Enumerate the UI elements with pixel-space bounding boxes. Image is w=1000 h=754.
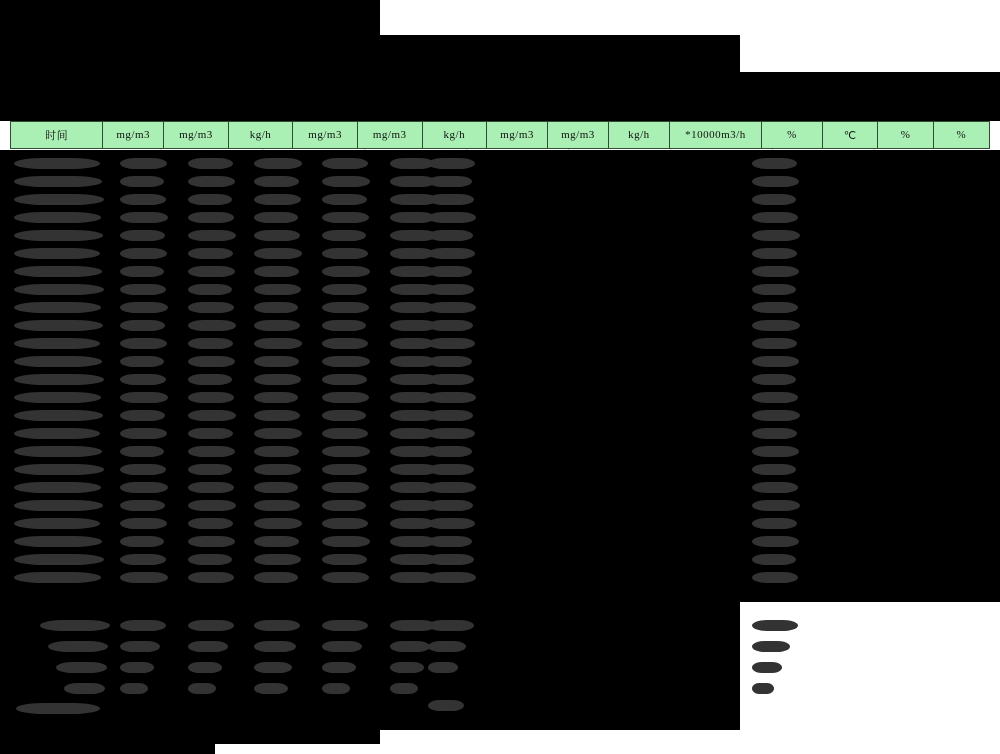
redacted-text-blob: [752, 536, 799, 547]
redacted-text-blob: [14, 158, 100, 169]
redacted-text-blob: [752, 428, 797, 439]
redacted-text-blob: [14, 392, 101, 403]
redacted-text-blob: [752, 641, 790, 652]
redacted-text-blob: [428, 302, 476, 313]
redacted-text-blob: [322, 464, 367, 475]
redacted-text-blob: [120, 620, 166, 631]
redacted-text-blob: [752, 194, 796, 205]
table-header-cell-2: mg/m3: [164, 122, 229, 148]
redacted-text-blob: [188, 338, 233, 349]
redacted-text-blob: [322, 500, 366, 511]
redacted-text-blob: [752, 620, 798, 631]
redacted-text-blob: [428, 428, 475, 439]
redacted-text-blob: [752, 518, 797, 529]
redacted-text-blob: [254, 554, 301, 565]
redacted-text-blob: [428, 446, 472, 457]
redacted-text-blob: [752, 554, 796, 565]
redacted-text-blob: [428, 641, 466, 652]
redacted-text-blob: [428, 482, 476, 493]
redacted-text-blob: [428, 554, 474, 565]
redacted-text-blob: [428, 284, 474, 295]
redacted-text-blob: [120, 518, 167, 529]
redacted-text-blob: [254, 392, 298, 403]
table-header-cell-7: mg/m3: [487, 122, 548, 148]
redacted-text-blob: [254, 158, 302, 169]
redacted-text-blob: [428, 212, 476, 223]
redacted-text-blob: [254, 176, 299, 187]
redacted-text-blob: [254, 620, 300, 631]
redacted-text-blob: [428, 248, 475, 259]
redacted-text-blob: [14, 320, 103, 331]
redacted-text-blob: [120, 410, 165, 421]
redacted-text-blob: [14, 194, 104, 205]
redacted-text-blob: [188, 641, 228, 652]
redacted-text-blob: [48, 641, 108, 652]
redacted-text-blob: [428, 392, 476, 403]
redacted-text-blob: [752, 230, 800, 241]
redacted-text-blob: [254, 194, 301, 205]
redacted-text-blob: [752, 248, 797, 259]
redacted-text-blob: [254, 374, 301, 385]
redacted-text-blob: [752, 266, 799, 277]
redacted-text-blob: [254, 428, 302, 439]
redacted-text-blob: [428, 320, 473, 331]
redacted-text-blob: [752, 500, 800, 511]
redacted-text-blob: [14, 176, 102, 187]
redacted-text-blob: [752, 212, 798, 223]
redacted-text-blob: [254, 320, 300, 331]
table-header-cell-0: 时间: [11, 122, 103, 148]
redacted-text-blob: [428, 158, 475, 169]
redacted-text-blob: [14, 302, 101, 313]
redacted-text-blob: [322, 518, 368, 529]
redacted-text-blob: [188, 320, 236, 331]
table-header-cell-1: mg/m3: [103, 122, 164, 148]
redacted-text-blob: [14, 446, 102, 457]
redacted-text-blob: [428, 700, 464, 711]
redacted-text-blob: [752, 302, 798, 313]
redacted-text-blob: [14, 410, 103, 421]
redacted-text-blob: [120, 500, 165, 511]
redaction-plate-top-right: [740, 72, 1000, 121]
redacted-text-blob: [428, 536, 472, 547]
redacted-text-blob: [322, 620, 368, 631]
redacted-text-blob: [188, 464, 232, 475]
table-header-cell-3: kg/h: [229, 122, 294, 148]
redacted-text-blob: [120, 572, 168, 583]
redacted-text-blob: [188, 158, 233, 169]
redacted-text-blob: [254, 572, 298, 583]
redacted-text-blob: [188, 446, 235, 457]
redacted-text-blob: [188, 266, 235, 277]
redacted-text-blob: [254, 284, 301, 295]
redacted-text-blob: [14, 338, 100, 349]
redacted-text-blob: [752, 284, 796, 295]
table-header-cell-12: ℃: [823, 122, 878, 148]
redacted-text-blob: [428, 194, 474, 205]
redacted-text-blob: [428, 662, 458, 673]
redacted-text-blob: [254, 248, 302, 259]
redacted-text-blob: [188, 683, 216, 694]
redacted-text-blob: [322, 284, 367, 295]
redacted-text-blob: [752, 482, 798, 493]
redacted-text-blob: [254, 302, 298, 313]
redacted-text-blob: [752, 320, 800, 331]
redaction-plate-top-left: [0, 0, 380, 121]
redacted-text-blob: [390, 641, 430, 652]
redacted-text-blob: [120, 176, 164, 187]
redacted-text-blob: [254, 338, 302, 349]
redacted-text-blob: [56, 662, 107, 673]
table-header-cell-14: %: [956, 129, 967, 141]
redacted-text-blob: [390, 683, 418, 694]
redacted-text-blob: [322, 266, 370, 277]
redacted-text-blob: [254, 482, 298, 493]
redacted-text-blob: [322, 482, 369, 493]
redacted-text-blob: [120, 266, 164, 277]
redacted-text-blob: [188, 518, 233, 529]
redacted-text-blob: [188, 482, 234, 493]
redacted-text-blob: [752, 464, 796, 475]
table-header-cell-4: mg/m3: [293, 122, 358, 148]
table-header-row: [10, 121, 990, 149]
redacted-text-blob: [14, 374, 104, 385]
redacted-text-blob: [14, 248, 100, 259]
redacted-text-blob: [188, 392, 234, 403]
redacted-text-blob: [752, 356, 799, 367]
redacted-text-blob: [254, 446, 299, 457]
redacted-text-blob: [322, 230, 366, 241]
redacted-text-blob: [14, 212, 101, 223]
redacted-text-blob: [322, 374, 367, 385]
redacted-text-blob: [254, 500, 300, 511]
redacted-text-blob: [16, 703, 100, 714]
redacted-text-blob: [120, 212, 168, 223]
redacted-text-blob: [188, 176, 235, 187]
redacted-text-blob: [322, 410, 366, 421]
redacted-text-blob: [188, 194, 232, 205]
redacted-text-blob: [752, 410, 800, 421]
redacted-text-blob: [188, 230, 236, 241]
redacted-text-blob: [428, 266, 472, 277]
redaction-plate-body-right: [470, 602, 740, 730]
redacted-text-blob: [428, 620, 474, 631]
redaction-plate-bottom-mid: [215, 700, 380, 744]
redacted-text-blob: [14, 572, 101, 583]
redacted-text-blob: [254, 356, 299, 367]
redacted-text-blob: [188, 536, 235, 547]
redacted-text-blob: [752, 338, 797, 349]
redaction-plate-top-mid: [380, 35, 740, 121]
redacted-text-blob: [188, 302, 234, 313]
redacted-text-blob: [188, 410, 236, 421]
redacted-text-blob: [120, 194, 166, 205]
table-header-cell-6: kg/h: [423, 122, 488, 148]
redacted-text-blob: [14, 284, 104, 295]
table-header-cell-5: mg/m3: [358, 122, 423, 148]
redacted-text-blob: [322, 248, 368, 259]
table-header-cell-8: mg/m3: [548, 122, 609, 148]
redacted-text-blob: [120, 248, 167, 259]
redacted-text-blob: [14, 464, 104, 475]
redacted-text-blob: [188, 662, 222, 673]
redacted-text-blob: [120, 302, 168, 313]
redacted-text-blob: [322, 683, 350, 694]
redacted-text-blob: [120, 320, 165, 331]
redacted-text-blob: [428, 338, 475, 349]
redacted-text-blob: [322, 536, 370, 547]
redacted-text-blob: [322, 392, 369, 403]
redacted-text-blob: [322, 176, 370, 187]
redacted-text-blob: [428, 374, 474, 385]
redacted-text-blob: [64, 683, 105, 694]
redacted-text-blob: [120, 284, 166, 295]
redacted-text-blob: [120, 230, 165, 241]
redacted-text-blob: [322, 158, 368, 169]
redacted-text-blob: [188, 356, 235, 367]
redacted-text-blob: [428, 410, 473, 421]
redacted-text-blob: [120, 356, 164, 367]
redacted-text-blob: [752, 158, 797, 169]
redacted-text-blob: [14, 554, 104, 565]
redacted-text-blob: [120, 392, 168, 403]
redacted-text-blob: [120, 446, 164, 457]
table-header-cell-13: %: [878, 122, 933, 148]
redacted-text-blob: [254, 662, 292, 673]
redacted-text-blob: [14, 230, 103, 241]
redacted-text-blob: [188, 500, 236, 511]
redacted-text-blob: [120, 482, 168, 493]
redacted-text-blob: [254, 641, 296, 652]
redacted-text-blob: [254, 536, 299, 547]
redacted-text-blob: [428, 356, 472, 367]
redacted-text-blob: [14, 356, 102, 367]
redacted-text-blob: [120, 158, 167, 169]
redacted-text-blob: [428, 230, 473, 241]
redacted-text-blob: [120, 428, 167, 439]
redacted-text-blob: [390, 662, 424, 673]
redacted-text-blob: [188, 284, 232, 295]
redacted-text-blob: [120, 554, 166, 565]
redacted-text-blob: [188, 428, 233, 439]
redacted-text-blob: [120, 374, 166, 385]
redacted-text-blob: [254, 464, 301, 475]
redacted-text-blob: [188, 212, 234, 223]
redacted-text-blob: [428, 572, 476, 583]
redacted-text-blob: [14, 428, 100, 439]
redacted-text-blob: [120, 464, 166, 475]
redacted-text-blob: [14, 536, 102, 547]
redacted-text-blob: [254, 266, 299, 277]
redacted-text-blob: [14, 482, 101, 493]
redacted-text-blob: [188, 554, 232, 565]
redacted-text-blob: [188, 374, 232, 385]
redacted-text-blob: [120, 683, 148, 694]
redaction-plate-body-mid: [470, 150, 1000, 602]
redacted-text-blob: [120, 641, 160, 652]
redacted-text-blob: [254, 212, 298, 223]
redacted-text-blob: [254, 230, 300, 241]
redacted-text-blob: [120, 338, 167, 349]
redacted-text-blob: [322, 338, 368, 349]
table-header-cell-9: kg/h: [609, 122, 670, 148]
redacted-text-blob: [752, 446, 799, 457]
redacted-text-blob: [322, 572, 369, 583]
redacted-text-blob: [188, 572, 234, 583]
redacted-text-blob: [752, 176, 799, 187]
redacted-text-blob: [752, 683, 774, 694]
redacted-text-blob: [322, 320, 366, 331]
redacted-text-blob: [322, 428, 368, 439]
redacted-text-blob: [322, 641, 362, 652]
table-header-cell-11: %: [762, 122, 823, 148]
redacted-text-blob: [428, 464, 474, 475]
redacted-text-blob: [14, 500, 103, 511]
redacted-text-blob: [120, 536, 164, 547]
redacted-text-blob: [322, 356, 370, 367]
redacted-text-blob: [752, 374, 796, 385]
redacted-text-blob: [322, 446, 370, 457]
redacted-text-blob: [428, 500, 473, 511]
redacted-text-blob: [752, 572, 798, 583]
redacted-text-blob: [428, 176, 472, 187]
redacted-text-blob: [40, 620, 110, 631]
redacted-text-blob: [254, 410, 300, 421]
redacted-text-blob: [120, 662, 154, 673]
redacted-text-blob: [322, 662, 356, 673]
redacted-text-blob: [322, 554, 367, 565]
redacted-text-blob: [322, 194, 367, 205]
redacted-text-blob: [254, 683, 288, 694]
redacted-text-blob: [322, 212, 369, 223]
redacted-text-blob: [322, 302, 369, 313]
redacted-text-blob: [14, 518, 100, 529]
table-header-cell-10: *10000m3/h: [670, 122, 762, 148]
redacted-text-blob: [752, 392, 798, 403]
redacted-text-blob: [428, 518, 475, 529]
redacted-text-blob: [14, 266, 102, 277]
redacted-text-blob: [188, 248, 233, 259]
redacted-text-blob: [188, 620, 234, 631]
redacted-text-blob: [254, 518, 302, 529]
redacted-text-blob: [752, 662, 782, 673]
